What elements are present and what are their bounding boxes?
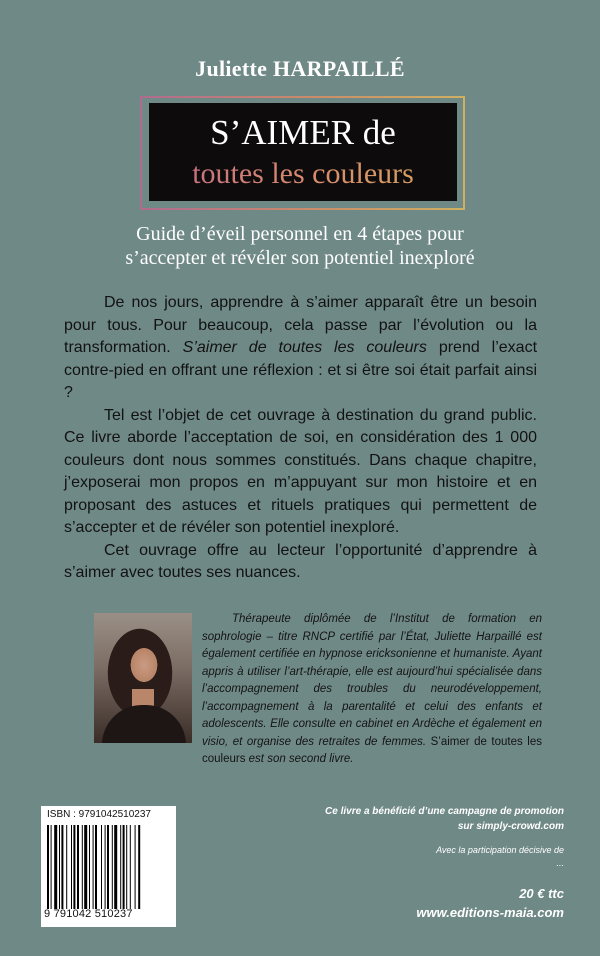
- barcode-bar: [107, 825, 109, 909]
- barcode-bar: [82, 825, 83, 909]
- barcode-bar: [51, 825, 52, 909]
- barcode-bar: [101, 825, 102, 909]
- subtitle: [0, 222, 600, 270]
- barcode-digits: 9 791042 510237: [44, 908, 133, 920]
- barcode-bar: [93, 825, 94, 909]
- barcode-bar: [61, 825, 63, 909]
- bio-book-suffix: est son second livre.: [245, 753, 354, 765]
- barcode-bar: [73, 825, 75, 909]
- barcode-bars: [47, 825, 169, 909]
- barcode-bar: [95, 825, 97, 909]
- barcode-bar: [120, 825, 121, 909]
- blurb-p1-italic: S’aimer de toutes les couleurs: [182, 339, 427, 356]
- blurb-paragraph-3: Cet ouvrage offre au lecteur l’opportunité d’apprendre à s’aimer avec toutes ses nuances.: [64, 541, 537, 581]
- barcode-bar: [84, 825, 87, 909]
- participation-line2: ...: [556, 858, 564, 868]
- blurb-p1-start: De nos jours, apprendre à s’aimer apparaît être un besoin pour tous. Pour beaucoup, cela passe par l’évolution ou la transformation.: [64, 294, 537, 356]
- author-photo: [94, 613, 192, 743]
- blurb-paragraph-2: Tel est l’objet de cet ouvrage à destination du grand public. Ce livre aborde l’acceptation de soi, en considération des 1 000 couleurs dont nous sommes constitués. Dans chaque chapitre, j’exposerai mon propos en m’appuyant sur mon histoire et en proposant des astuces et rituels pratiques qui permettent de s’accepter et de révéler son potentiel inexploré.: [64, 406, 537, 536]
- barcode-bar: [59, 825, 60, 909]
- barcode-bar: [66, 825, 67, 909]
- barcode-bar: [77, 825, 79, 909]
- blurb-paragraph-1: [64, 292, 537, 405]
- barcode-bar: [135, 825, 136, 909]
- barcode-bar: [54, 825, 57, 909]
- bio-text: Thérapeute diplômée de l’Institut de formation en sophrologie – titre RNCP certifié par l’État, Juliette Harpaillé est également certifiée en hypnose ericksonienne et humaniste. Ayant appris à utiliser l’art-thérapie, elle est aujourd’hui spécialisée dans l’accompagnement des troubles du neurodéveloppement, l’accompagnement à la parentalité et celui des enfants et adolescents. Elle consulte en cabinet en Ardèche et également en visio, et organise des retraites de femmes.: [202, 613, 542, 748]
- barcode-bar: [114, 825, 117, 909]
- participation-line1: Avec la participation décisive de: [436, 845, 564, 855]
- participation-note: [304, 844, 564, 870]
- photo-shoulder: [102, 705, 186, 743]
- barcode-bar: [123, 825, 125, 909]
- bio-book-title: S’aimer de toutes les couleurs: [202, 735, 542, 765]
- barcode-bar: [47, 825, 49, 909]
- promo-line2: sur simply-crowd.com: [457, 821, 564, 832]
- barcode-bar: [89, 825, 90, 909]
- book-title-line1: S’AIMER de: [210, 113, 396, 152]
- author-bio: [202, 611, 542, 769]
- price: 20 € ttc: [519, 886, 564, 901]
- subtitle-line1: Guide d’éveil personnel en 4 étapes pour: [136, 223, 464, 245]
- barcode-bar: [112, 825, 113, 909]
- title-box: [149, 103, 457, 201]
- book-title-line2: toutes les couleurs: [149, 157, 457, 191]
- blurb-text: [64, 292, 537, 585]
- barcode-bar: [138, 825, 140, 909]
- promo-line1: Ce livre a bénéficié d’une campagne de promotion: [325, 806, 564, 817]
- barcode-box: [41, 806, 176, 927]
- barcode-bar: [71, 825, 72, 909]
- publisher-website: www.editions-maia.com: [416, 905, 564, 920]
- promo-note: [304, 804, 564, 834]
- barcode-bar: [105, 825, 106, 909]
- subtitle-line2: s’accepter et révéler son potentiel inexploré: [125, 247, 475, 269]
- isbn-label: ISBN : 9791042510237: [47, 809, 151, 820]
- blurb-p1-end: prend l’exact contre-pied en offrant une réflexion : et si être soi était parfait ainsi ?: [64, 339, 538, 401]
- barcode-bar: [126, 825, 127, 909]
- barcode-bar: [130, 825, 131, 909]
- author-name: Juliette HARPAILLÉ: [195, 56, 405, 81]
